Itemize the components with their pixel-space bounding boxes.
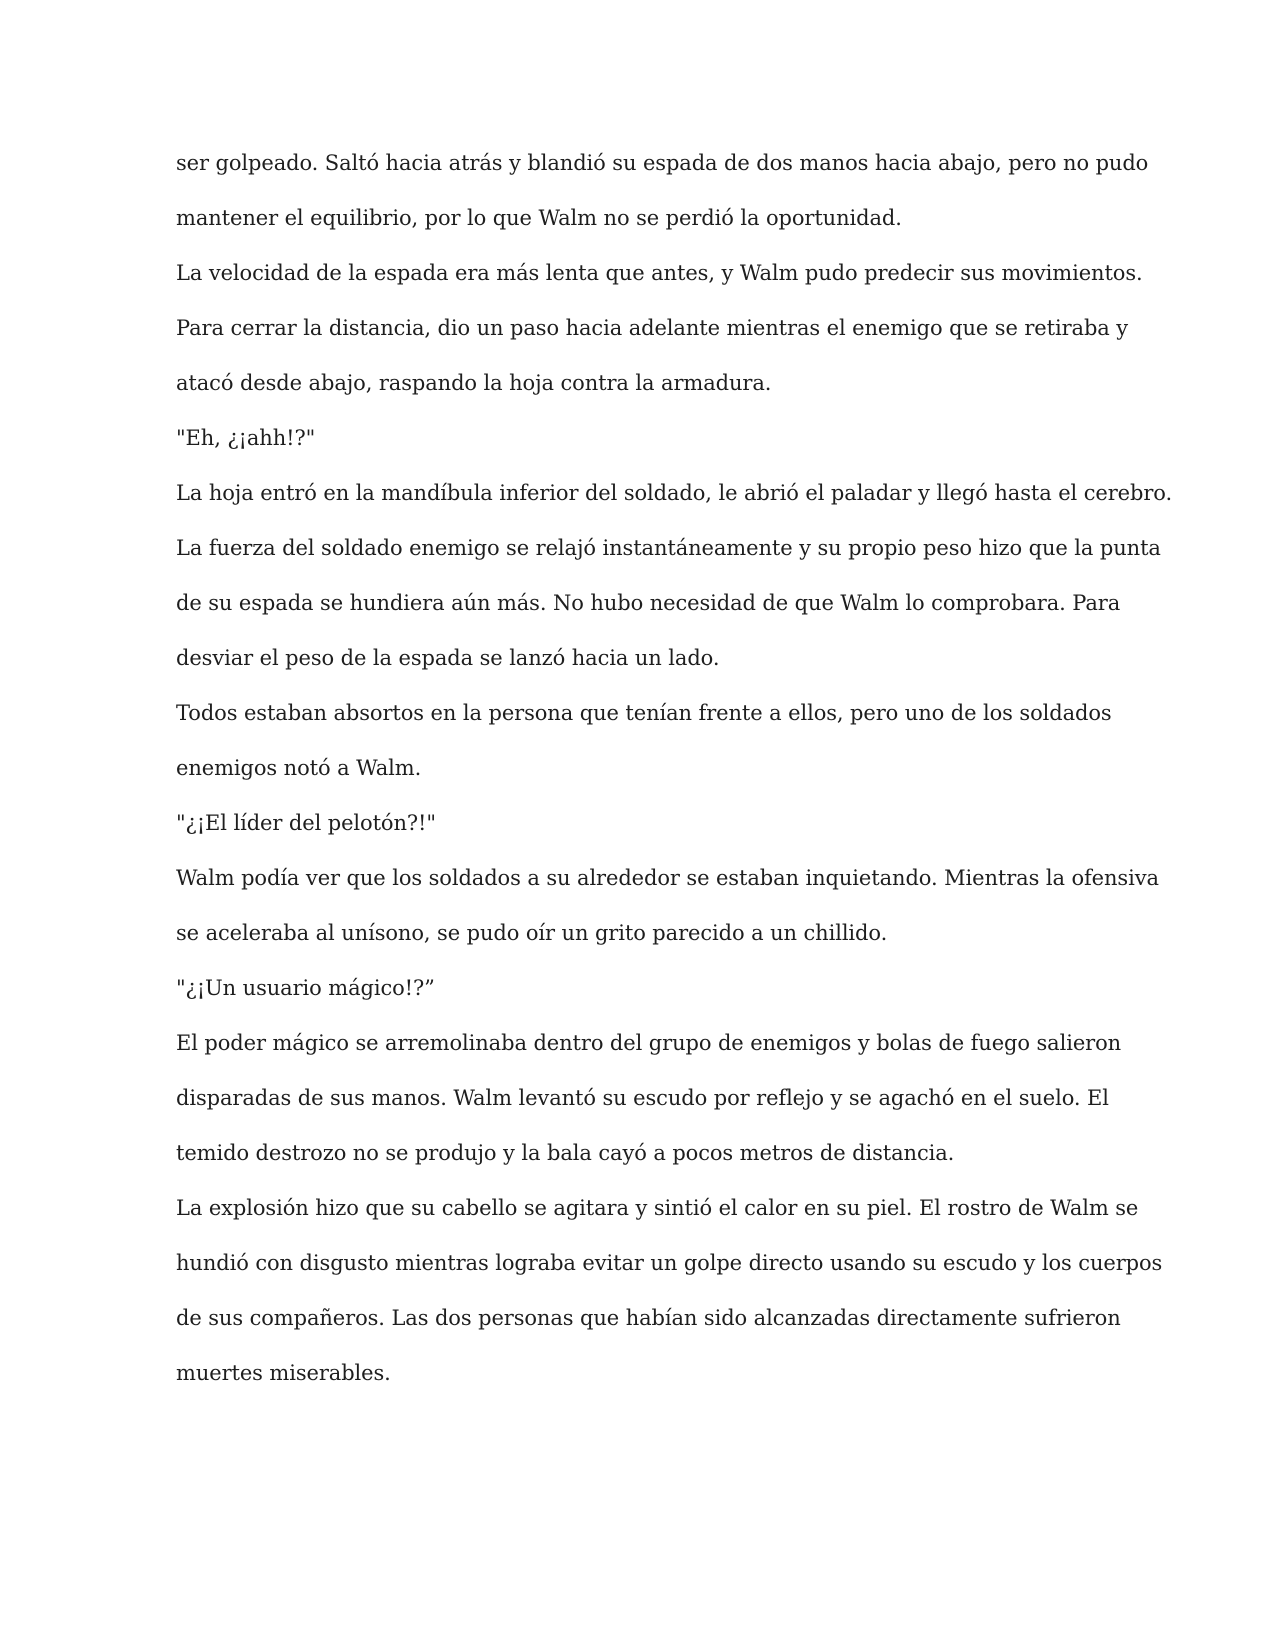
- text-line: La velocidad de la espada era más lenta que antes, y Walm pudo predecir sus movimientos.: [176, 261, 1143, 285]
- text-line: hundió con disgusto mientras lograba evitar un golpe directo usando su escudo y los cuerpos: [176, 1251, 1163, 1275]
- text-line: La hoja entró en la mandíbula inferior del soldado, le abrió el paladar y llegó hasta el cerebro.: [176, 481, 1173, 505]
- text-line: Walm podía ver que los soldados a su alrededor se estaban inquietando. Mientras la ofensiva: [176, 866, 1159, 890]
- text-line: de sus compañeros. Las dos personas que habían sido alcanzadas directamente sufrieron: [176, 1306, 1121, 1330]
- text-line: Para cerrar la distancia, dio un paso hacia adelante mientras el enemigo que se retiraba y: [176, 316, 1129, 340]
- text-line: La explosión hizo que su cabello se agitara y sintió el calor en su piel. El rostro de Walm se: [176, 1196, 1139, 1220]
- text-line: ser golpeado. Saltó hacia atrás y blandió su espada de dos manos hacia abajo, pero no pudo: [176, 151, 1149, 175]
- text-line: "¿¡Un usuario mágico!?”: [176, 976, 435, 1000]
- text-line: "Eh, ¿¡ahh!?": [176, 426, 316, 450]
- text-line: muertes miserables.: [176, 1361, 391, 1385]
- body-text: [176, 136, 1173, 1401]
- text-line: mantener el equilibrio, por lo que Walm no se perdió la oportunidad.: [176, 206, 902, 230]
- text-line: "¿¡El líder del pelotón?!": [176, 811, 436, 835]
- text-line: La fuerza del soldado enemigo se relajó instantáneamente y su propio peso hizo que la punta: [176, 536, 1161, 560]
- text-line: Todos estaban absortos en la persona que tenían frente a ellos, pero uno de los soldados: [176, 701, 1112, 725]
- text-line: de su espada se hundiera aún más. No hubo necesidad de que Walm lo comprobara. Para: [176, 591, 1121, 615]
- text-line: disparadas de sus manos. Walm levantó su escudo por reflejo y se agachó en el suelo. El: [176, 1086, 1109, 1110]
- text-line: atacó desde abajo, raspando la hoja contra la armadura.: [176, 371, 772, 395]
- text-line: se aceleraba al unísono, se pudo oír un grito parecido a un chillido.: [176, 921, 888, 945]
- text-line: temido destrozo no se produjo y la bala cayó a pocos metros de distancia.: [176, 1141, 955, 1165]
- text-line: El poder mágico se arremolinaba dentro del grupo de enemigos y bolas de fuego salieron: [176, 1031, 1122, 1055]
- text-line: desviar el peso de la espada se lanzó hacia un lado.: [176, 646, 720, 670]
- text-line: enemigos notó a Walm.: [176, 756, 422, 780]
